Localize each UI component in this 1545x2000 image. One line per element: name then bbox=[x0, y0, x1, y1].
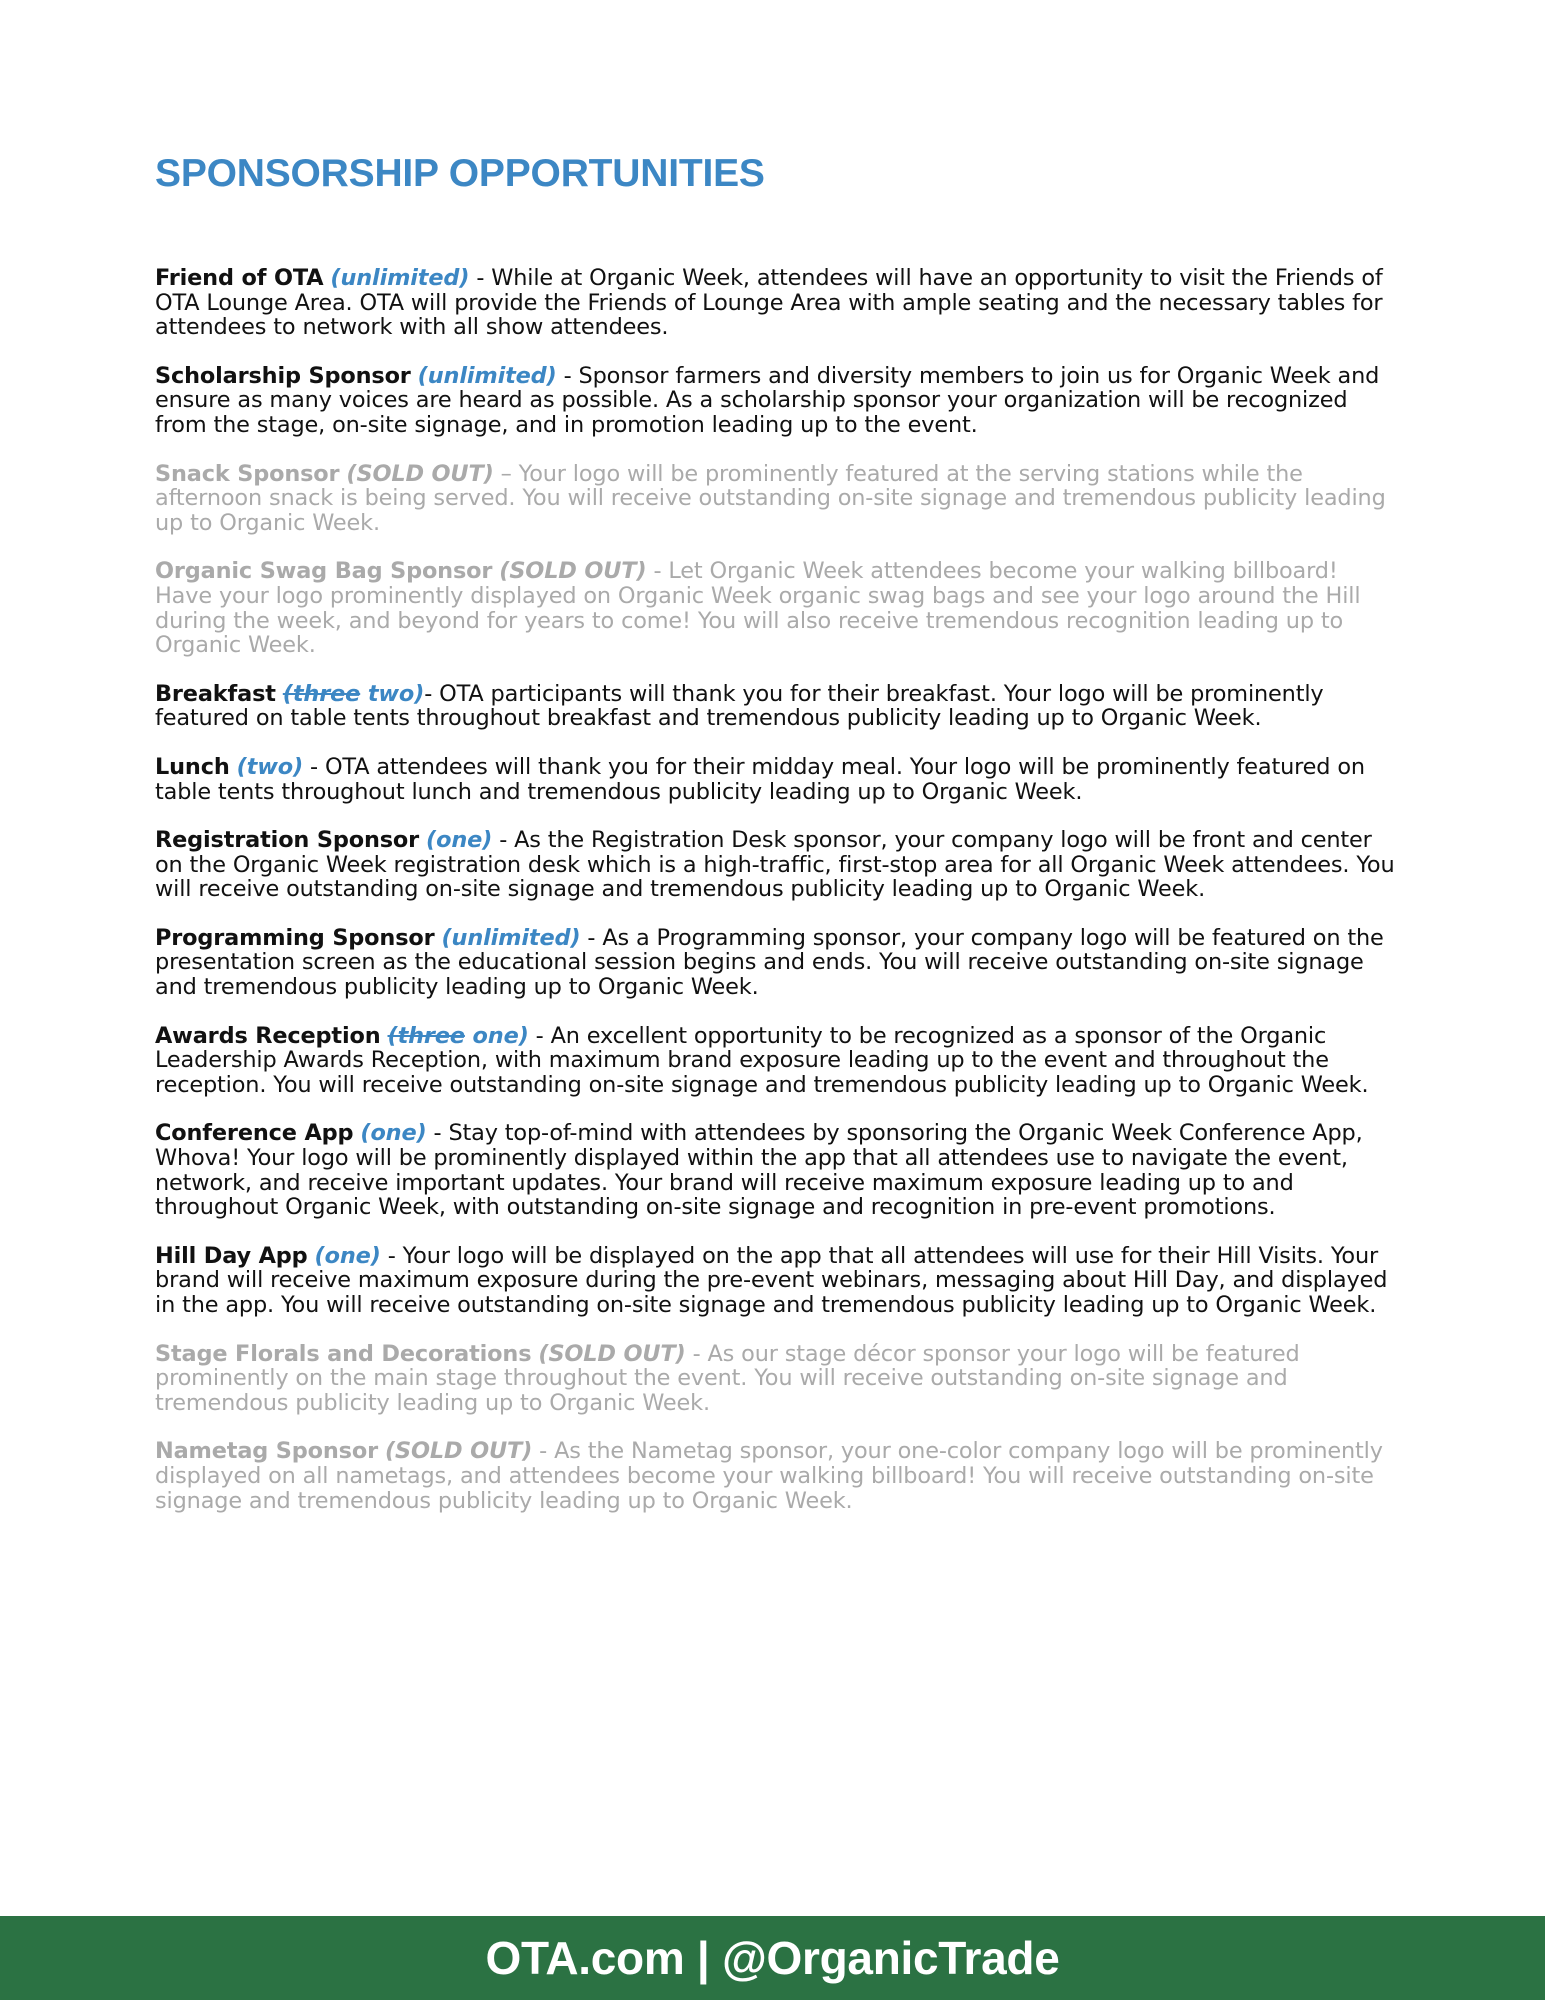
footer-text: OTA.com | @OrganicTrade bbox=[485, 1932, 1060, 1984]
page-title: SPONSORSHIP OPPORTUNITIES bbox=[155, 152, 765, 195]
sponsorship-availability: (unlimited) bbox=[417, 362, 557, 389]
sponsorship-availability-struck: (three bbox=[387, 1022, 465, 1049]
sponsorship-name: Breakfast bbox=[155, 680, 276, 707]
sponsorship-name: Awards Reception bbox=[155, 1022, 381, 1049]
sponsorship-item-awards-reception bbox=[155, 1024, 1395, 1098]
sponsorship-availability: (one) bbox=[314, 1242, 381, 1269]
sponsorship-name: Stage Florals and Decorations bbox=[155, 1340, 532, 1367]
sponsorship-description: - While at Organic Week, attendees will have an opportunity to visit the Friends of OTA Lounge Area. OTA will provide the Friends of Lounge Area with ample seating and the necessary tables for attendees to network with all show attendees. bbox=[155, 265, 1383, 341]
sponsorship-name: Scholarship Sponsor bbox=[155, 362, 411, 389]
sponsorship-availability-struck: (three bbox=[282, 680, 361, 707]
sponsorship-availability: (SOLD OUT) bbox=[384, 1438, 533, 1465]
sponsorship-description: - As our stage décor sponsor your logo will be featured prominently on the main stage throughout the event. You will receive outstanding on-site signage and tremendous publicity leading up to Organic Week. bbox=[155, 1340, 1300, 1416]
sponsorship-item-registration-sponsor bbox=[155, 828, 1395, 902]
sponsorship-item-conference-app bbox=[155, 1121, 1395, 1219]
sponsorship-item-nametag-sponsor bbox=[155, 1439, 1395, 1513]
sponsorship-availability: (two) bbox=[236, 753, 304, 780]
sponsorship-item-stage-florals bbox=[155, 1342, 1395, 1416]
sponsorship-availability: (one) bbox=[360, 1120, 427, 1147]
sponsorship-name: Organic Swag Bag Sponsor bbox=[155, 558, 493, 585]
sponsorship-availability: (SOLD OUT) bbox=[538, 1340, 686, 1367]
sponsorship-item-programming-sponsor bbox=[155, 926, 1395, 1000]
sponsorship-description: - As the Registration Desk sponsor, your company logo will be front and center on the Organic Week registration desk which is a high-traffic, first-stop area for all Organic Week attendees. You will receive outstanding on-site signage and tremendous publicity leading up to Organic Week. bbox=[155, 827, 1395, 903]
sponsorship-name: Conference App bbox=[155, 1120, 354, 1147]
sponsorship-availability: (SOLD OUT) bbox=[499, 558, 647, 585]
sponsorship-item-lunch bbox=[155, 755, 1395, 804]
sponsorship-name: Hill Day App bbox=[155, 1242, 308, 1269]
sponsorship-description: - OTA attendees will thank you for their midday meal. Your logo will be prominently featured on table tents throughout lunch and tremendous publicity leading up to Organic Week. bbox=[155, 753, 1365, 805]
sponsorship-description: - As a Programming sponsor, your company logo will be featured on the presentation screen as the educational session begins and ends. You will receive outstanding on-site signage and tremendous publicity leading up to Organic Week. bbox=[155, 924, 1384, 1001]
sponsorship-item-scholarship-sponsor bbox=[155, 364, 1395, 438]
sponsorship-description: - Stay top-of-mind with attendees by sponsoring the Organic Week Conference App, Whova! Your logo will be prominently displayed within the app that all attendees use to navigate the event, network, and receive important updates. Your brand will receive maximum exposure leading up to and throughout Organic Week, with outstanding on-site signage and recognition in pre-event promotions. bbox=[155, 1120, 1363, 1221]
sponsorship-item-friend-of-ota bbox=[155, 266, 1395, 340]
sponsorship-name: Friend of OTA bbox=[155, 265, 324, 291]
sponsorship-availability: (SOLD OUT) bbox=[346, 460, 494, 487]
sponsorship-name: Nametag Sponsor bbox=[155, 1438, 378, 1465]
footer-bar bbox=[0, 1916, 1545, 2000]
sponsorship-availability: (unlimited) bbox=[441, 924, 581, 951]
sponsorship-availability: (unlimited) bbox=[330, 265, 470, 291]
sponsorship-name: Lunch bbox=[155, 753, 230, 780]
sponsorship-item-snack-sponsor bbox=[155, 462, 1395, 536]
sponsorship-list bbox=[155, 266, 1395, 1537]
sponsorship-availability: two) bbox=[360, 680, 425, 707]
sponsorship-item-swag-bag-sponsor bbox=[155, 559, 1395, 657]
sponsorship-description: – Your logo will be prominently featured at the serving stations while the afternoon snack is being served. You will receive outstanding on-site signage and tremendous publicity leading up to Organic Week. bbox=[155, 460, 1386, 536]
sponsorship-item-hill-day-app bbox=[155, 1244, 1395, 1318]
sponsorship-item-breakfast bbox=[155, 682, 1395, 731]
sponsorship-description: - An excellent opportunity to be recognized as a sponsor of the Organic Leadership Awards Reception, with maximum brand exposure leading up to the event and throughout the reception. You will receive outstanding on-site signage and tremendous publicity leading up to Organic Week. bbox=[155, 1022, 1369, 1098]
sponsorship-description: - Your logo will be displayed on the app that all attendees will use for their Hill Visits. Your brand will receive maximum exposure during the pre-event webinars, messaging about Hill Day, and displayed in the app. You will receive outstanding on-site signage and tremendous publicity leading up to Organic Week. bbox=[155, 1242, 1388, 1318]
sponsorship-name: Snack Sponsor bbox=[155, 460, 340, 487]
sponsorship-availability: (one) bbox=[426, 827, 493, 854]
sponsorship-name: Programming Sponsor bbox=[155, 924, 435, 951]
sponsorship-description: - OTA participants will thank you for their breakfast. Your logo will be prominently featured on table tents throughout breakfast and tremendous publicity leading up to Organic Week. bbox=[155, 680, 1324, 732]
sponsorship-description: - Sponsor farmers and diversity members to join us for Organic Week and ensure as many voices are heard as possible. As a scholarship sponsor your organization will be recognized from the stage, on-site signage, and in promotion leading up to the event. bbox=[155, 362, 1380, 438]
sponsorship-name: Registration Sponsor bbox=[155, 827, 420, 854]
sponsorship-description: - As the Nametag sponsor, your one-color company logo will be prominently displayed on all nametags, and attendees become your walking billboard! You will receive outstanding on-site signage and tremendous publicity leading up to Organic Week. bbox=[155, 1438, 1383, 1514]
sponsorship-description: - Let Organic Week attendees become your walking billboard! Have your logo prominently displayed on Organic Week organic swag bags and see your logo around the Hill during the week, and beyond for years to come! You will also receive tremendous recognition leading up to Organic Week. bbox=[155, 558, 1361, 659]
sponsorship-availability: one) bbox=[464, 1022, 529, 1049]
